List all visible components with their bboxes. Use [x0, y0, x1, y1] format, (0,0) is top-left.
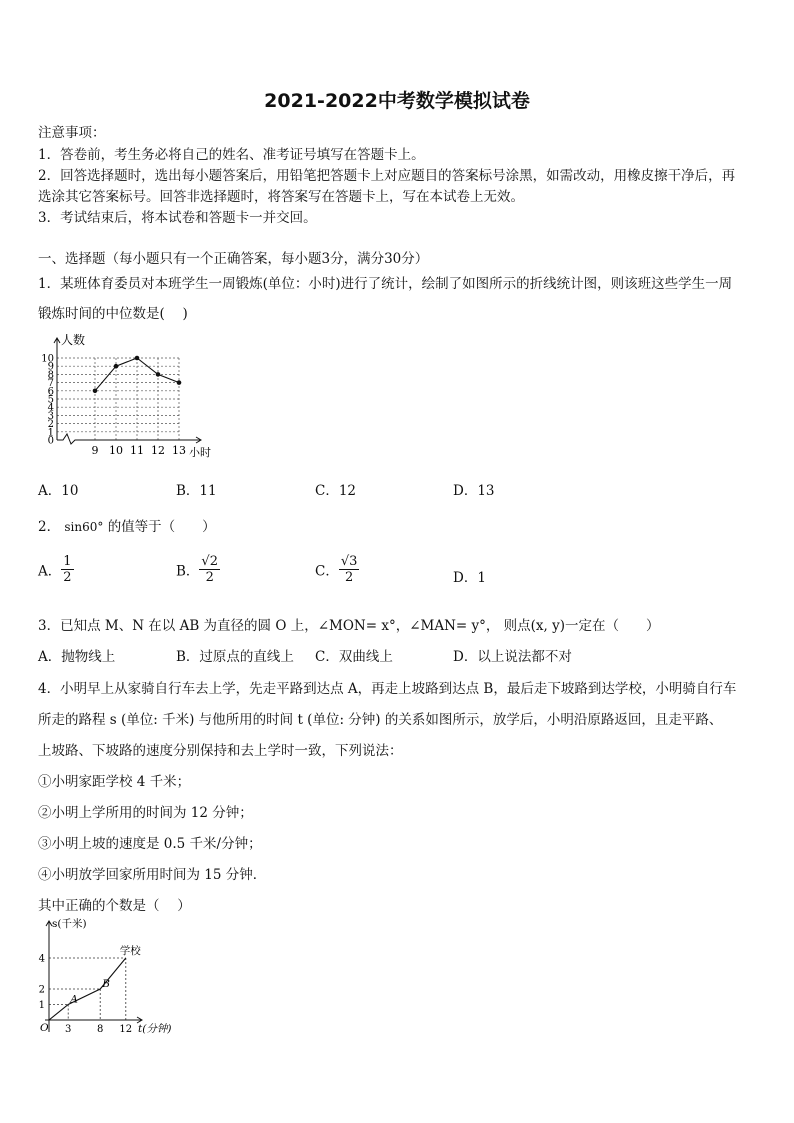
q2-option-b-fraction — [199, 554, 220, 585]
q4-stem-line3: 上坡路、下坡路的速度分别保持和去上学时一致，下列说法： — [38, 743, 403, 759]
q2-option-d-label: D． — [453, 570, 478, 586]
point-label: 学校 — [119, 945, 141, 957]
y-tick-label: 0 — [47, 435, 54, 447]
x-tick-label: 12 — [151, 444, 165, 457]
x-tick-label: 10 — [109, 444, 123, 457]
x-tick-label: 8 — [97, 1024, 104, 1035]
q1-line-chart — [30, 330, 225, 465]
page-title: 2021-2022中考数学模拟试卷 — [264, 90, 530, 112]
y-tick-label: 10 — [41, 353, 54, 365]
y-axis-label: 人数 — [61, 333, 86, 347]
q1-stem-line1: 1．某班体育委员对本班学生一周锻炼(单位：小时)进行了统计，绘制了如图所示的折线统计图，则该班这些学生一周 — [38, 276, 733, 292]
x-tick-label: 3 — [65, 1024, 72, 1035]
q2-b-denominator: 2 — [205, 570, 214, 585]
q2-option-d — [453, 566, 486, 586]
q2-a-denominator: 2 — [63, 570, 72, 585]
q1-option-a: A．10 — [38, 483, 79, 499]
q2-b-numerator: √2 — [201, 554, 218, 569]
data-point — [114, 364, 119, 369]
q4-stem-line2: 所走的路程 s (单位: 千米) 与他所用的时间 t (单位: 分钟) 的关系如图所示，放学后，小明沿原路返回，且走平路、 — [38, 712, 723, 728]
q2-option-d-value: 1 — [477, 570, 486, 586]
y-axis-label: s(千米) — [52, 918, 87, 930]
q4-statement-3: ③小明上坡的速度是 0.5 千米/分钟； — [38, 836, 262, 852]
q1-option-b: B．11 — [176, 483, 217, 499]
y-tick-label: 2 — [47, 419, 54, 431]
q2-stem — [38, 515, 216, 535]
q2-c-denominator: 2 — [344, 570, 354, 585]
notice-item-2-cont: 选涂其它答案标号。回答非选择题时，将答案写在答题卡上，写在本试卷上无效。 — [38, 189, 524, 205]
y-tick-label: 3 — [47, 410, 54, 422]
q2-option-c-fraction — [339, 554, 360, 585]
q1-stem-line2: 锻炼时间的中位数是( ) — [38, 306, 188, 322]
q4-statement-4: ④小明放学回家所用时间为 15 分钟． — [38, 867, 267, 883]
x-axis-label: t(分钟) — [138, 1023, 172, 1035]
y-tick-label: 8 — [47, 369, 54, 381]
q4-statement-1: ①小明家距学校 4 千米； — [38, 774, 191, 790]
q3-option-c: C．双曲线上 — [315, 649, 393, 665]
q2-stem-suffix: 的值等于（ ） — [107, 519, 216, 535]
point-label: A — [70, 993, 78, 1006]
notice-item-3: 3．考试结束后，将本试卷和答题卡一并交回。 — [38, 210, 317, 226]
x-tick-label: 12 — [119, 1024, 133, 1035]
y-tick-label: 5 — [47, 394, 54, 406]
q3-option-b: B．过原点的直线上 — [176, 649, 294, 665]
x-axis-label: 小时 — [189, 446, 211, 459]
data-point — [156, 372, 161, 377]
section-heading: 一、选择题（每小题只有一个正确答案，每小题3分，满分30分） — [38, 251, 429, 267]
x-tick-label: 13 — [172, 444, 186, 457]
y-tick-label: 4 — [47, 402, 54, 414]
q2-option-b-label: B． — [176, 563, 200, 580]
y-tick-label: 9 — [47, 361, 54, 373]
notice-item-1: 1．答卷前，考生务必将自己的姓名、准考证号填写在答题卡上。 — [38, 147, 425, 163]
data-point — [135, 356, 140, 361]
q4-distance-time-graph — [30, 915, 190, 1040]
q3-stem: 3．已知点 M、N 在以 AB 为直径的圆 O 上，∠MON= x°，∠MAN= y°， 则点(x, y)一定在（ ） — [38, 618, 660, 634]
y-tick-label: 6 — [47, 386, 54, 398]
q2-option-c-label: C． — [315, 563, 339, 580]
series-line — [49, 958, 126, 1020]
y-tick-label: 4 — [38, 953, 45, 965]
point-label: B — [102, 978, 110, 990]
data-point — [177, 380, 182, 385]
q2-a-numerator: 1 — [63, 554, 72, 569]
notice-heading: 注意事项： — [38, 125, 106, 141]
q3-option-d: D．以上说法都不对 — [453, 649, 572, 665]
x-axis — [57, 434, 201, 444]
q1-option-d: D．13 — [453, 483, 495, 499]
x-tick-label: 9 — [91, 444, 99, 457]
x-tick-label: 11 — [130, 444, 144, 457]
q3-option-a: A．抛物线上 — [38, 649, 116, 665]
origin-label: O — [40, 1022, 49, 1034]
data-point — [93, 389, 98, 394]
y-tick-label: 7 — [47, 378, 54, 390]
q2-option-b — [176, 554, 220, 585]
y-tick-label: 1 — [38, 1000, 45, 1011]
q2-c-numerator: √3 — [340, 554, 358, 569]
q4-statement-2: ②小明上学所用的时间为 12 分钟； — [38, 805, 253, 821]
q1-option-c: C．12 — [315, 483, 357, 499]
q2-option-a — [38, 554, 74, 585]
y-tick-label: 2 — [38, 984, 45, 996]
y-tick-label: 1 — [47, 427, 54, 439]
q4-stem-line1: 4．小明早上从家骑自行车去上学，先走平路到达点 A，再走上坡路到达点 B，最后走下坡路到达学校，小明骑自行车 — [38, 681, 737, 697]
q2-stem-expr: sin60° — [64, 520, 104, 534]
q2-option-a-fraction — [61, 554, 73, 585]
q4-question: 其中正确的个数是（ ） — [38, 898, 191, 914]
notice-item-2: 2．回答选择题时，选出每小题答案后，用铅笔把答题卡上对应题目的答案标号涂黑，如需改动，用橡皮擦干净后，再 — [38, 168, 736, 184]
q2-stem-prefix: 2． — [38, 519, 61, 535]
q2-option-a-label: A． — [38, 563, 62, 580]
q2-option-c — [315, 554, 359, 585]
